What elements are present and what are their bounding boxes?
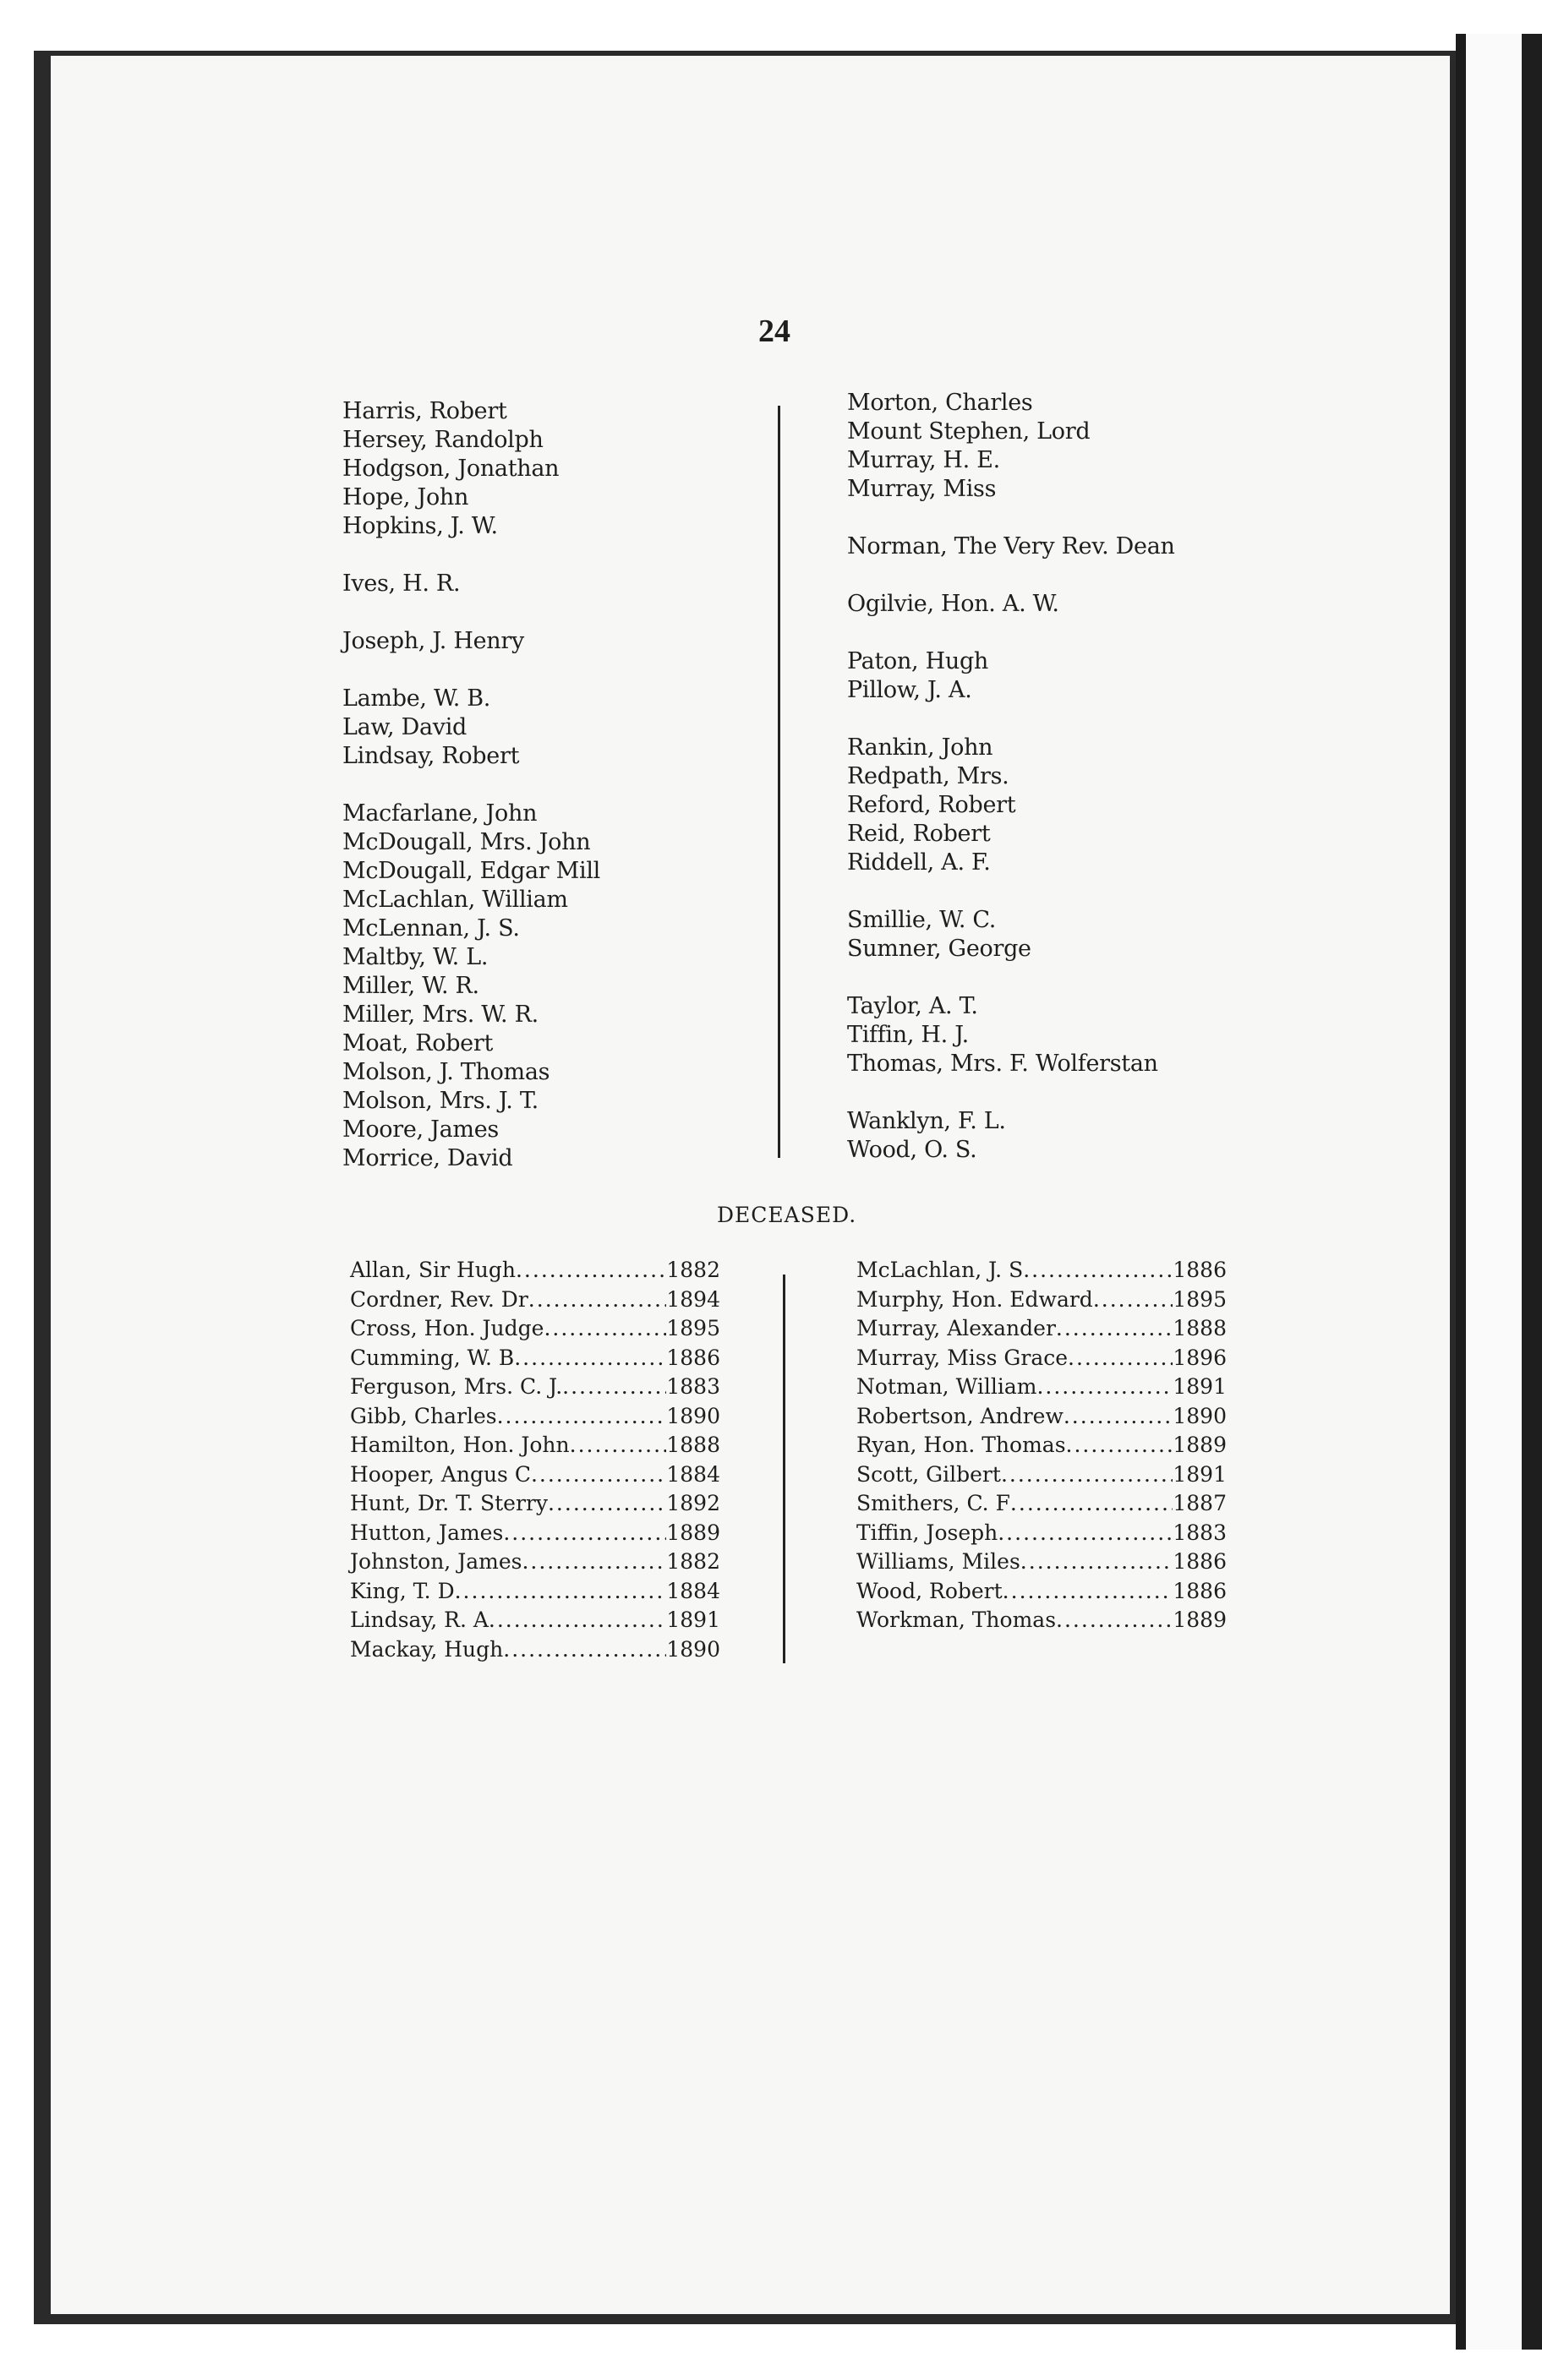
deceased-name: Tiffin, Joseph xyxy=(856,1520,998,1545)
dot-leader xyxy=(1056,1606,1173,1635)
dot-leader xyxy=(1093,1286,1173,1315)
deceased-entry xyxy=(350,1256,720,1286)
deceased-entry xyxy=(856,1431,1227,1460)
member-entry: Morrice, David xyxy=(342,1145,513,1171)
member-entry: Joseph, J. Henry xyxy=(342,628,524,654)
deceased-entry xyxy=(350,1635,720,1665)
deceased-entry xyxy=(350,1548,720,1577)
members-column-divider xyxy=(778,406,780,1158)
member-entry: Miller, W. R. xyxy=(342,973,479,999)
deceased-name: Cordner, Rev. Dr xyxy=(350,1286,528,1312)
deceased-name: Cumming, W. B xyxy=(350,1345,515,1370)
member-entry: McDougall, Mrs. John xyxy=(342,829,591,855)
deceased-name: Workman, Thomas xyxy=(856,1608,1057,1632)
deceased-name: Wood, Robert xyxy=(856,1578,1003,1603)
deceased-name: Williams, Miles xyxy=(856,1549,1020,1574)
deceased-year: 1896 xyxy=(1173,1345,1227,1370)
member-entry: Murray, H. E. xyxy=(847,447,1000,473)
member-entry: Hersey, Randolph xyxy=(342,427,544,453)
dot-leader xyxy=(489,1606,666,1635)
deceased-name: Johnston, James xyxy=(350,1549,522,1574)
deceased-name: Cross, Hon. Judge xyxy=(350,1316,544,1340)
member-entry: Ogilvie, Hon. A. W. xyxy=(847,591,1059,617)
member-entry: Smillie, W. C. xyxy=(847,907,997,933)
deceased-entry xyxy=(350,1286,720,1315)
member-entry: Riddell, A. F. xyxy=(847,849,991,876)
deceased-left-column xyxy=(350,1256,720,1664)
book-spine xyxy=(1456,34,1466,2350)
member-entry: Pillow, J. A. xyxy=(847,677,972,703)
deceased-entry xyxy=(856,1402,1227,1432)
deceased-name: Hutton, James xyxy=(350,1520,504,1545)
dot-leader xyxy=(1010,1489,1173,1519)
dot-leader xyxy=(528,1286,667,1315)
deceased-year: 1882 xyxy=(666,1549,720,1574)
deceased-year: 1891 xyxy=(1173,1374,1227,1399)
scan-right-edge xyxy=(1522,34,1542,2350)
member-entry: Paton, Hugh xyxy=(847,648,989,674)
dot-leader xyxy=(503,1635,666,1665)
deceased-entry xyxy=(856,1460,1227,1490)
member-entry: Reid, Robert xyxy=(847,821,991,847)
deceased-name: Robertson, Andrew xyxy=(856,1403,1064,1428)
deceased-entry xyxy=(350,1577,720,1607)
dot-leader xyxy=(522,1548,666,1577)
member-entry: Reford, Robert xyxy=(847,792,1016,818)
deceased-entry xyxy=(856,1606,1227,1635)
deceased-entry xyxy=(350,1402,720,1432)
deceased-entry xyxy=(350,1460,720,1490)
deceased-name: Hunt, Dr. T. Sterry xyxy=(350,1491,548,1515)
members-right-column xyxy=(847,389,1175,1165)
deceased-year: 1890 xyxy=(1173,1403,1227,1428)
deceased-year: 1886 xyxy=(666,1345,720,1370)
dot-leader xyxy=(1001,1460,1173,1490)
deceased-entry xyxy=(856,1314,1227,1344)
deceased-name: Murray, Alexander xyxy=(856,1316,1056,1340)
deceased-name: Hooper, Angus C xyxy=(350,1461,531,1487)
dot-leader xyxy=(1056,1314,1173,1344)
member-entry: Rankin, John xyxy=(847,734,993,761)
member-entry: Lindsay, Robert xyxy=(342,743,520,769)
deceased-year: 1886 xyxy=(1173,1258,1227,1282)
member-entry: Mount Stephen, Lord xyxy=(847,418,1091,445)
deceased-year: 1884 xyxy=(666,1461,720,1487)
member-entry: Ives, H. R. xyxy=(342,570,461,597)
member-entry: Wood, O. S. xyxy=(847,1137,977,1163)
deceased-entry xyxy=(856,1548,1227,1577)
member-entry: Hope, John xyxy=(342,484,469,510)
dot-leader xyxy=(1036,1373,1173,1402)
deceased-entry xyxy=(856,1577,1227,1607)
deceased-name: Ryan, Hon. Thomas xyxy=(856,1433,1066,1457)
dot-leader xyxy=(455,1577,667,1607)
group-spacer xyxy=(847,705,1175,734)
group-spacer xyxy=(342,771,600,800)
member-entry: Wanklyn, F. L. xyxy=(847,1108,1006,1134)
dot-leader xyxy=(998,1519,1173,1548)
dot-leader xyxy=(544,1314,666,1344)
deceased-year: 1886 xyxy=(1173,1549,1227,1574)
group-spacer xyxy=(847,561,1175,590)
deceased-name: Lindsay, R. A xyxy=(350,1608,489,1632)
member-entry: Hopkins, J. W. xyxy=(342,513,498,539)
member-entry: Miller, Mrs. W. R. xyxy=(342,1002,539,1028)
deceased-year: 1894 xyxy=(666,1286,720,1312)
members-left-column xyxy=(342,397,600,1173)
dot-leader xyxy=(497,1402,667,1432)
deceased-entry xyxy=(856,1344,1227,1373)
deceased-year: 1883 xyxy=(666,1374,720,1399)
member-entry: McLennan, J. S. xyxy=(342,915,520,942)
deceased-year: 1890 xyxy=(666,1403,720,1428)
member-entry: Tiffin, H. J. xyxy=(847,1022,969,1048)
member-entry: McLachlan, William xyxy=(342,887,568,913)
dot-leader xyxy=(516,1256,666,1286)
deceased-name: Notman, William xyxy=(856,1374,1037,1399)
deceased-entry xyxy=(350,1344,720,1373)
deceased-entry xyxy=(350,1373,720,1402)
dot-leader xyxy=(1066,1431,1173,1460)
group-spacer xyxy=(342,656,600,685)
deceased-year: 1882 xyxy=(666,1258,720,1282)
deceased-name: Hamilton, Hon. John xyxy=(350,1433,570,1457)
member-entry: Norman, The Very Rev. Dean xyxy=(847,533,1175,560)
deceased-name: McLachlan, J. S xyxy=(856,1258,1024,1282)
member-entry: Lambe, W. B. xyxy=(342,685,491,712)
deceased-entry xyxy=(350,1606,720,1635)
deceased-name: King, T. D xyxy=(350,1578,455,1603)
member-entry: McDougall, Edgar Mill xyxy=(342,858,600,884)
page-number: 24 xyxy=(758,314,790,349)
deceased-year: 1889 xyxy=(1173,1608,1227,1632)
deceased-year: 1888 xyxy=(1173,1316,1227,1340)
dot-leader xyxy=(1064,1402,1173,1432)
deceased-column-divider xyxy=(783,1275,785,1663)
dot-leader xyxy=(1068,1344,1173,1373)
member-entry: Morton, Charles xyxy=(847,390,1033,416)
dot-leader xyxy=(562,1373,666,1402)
member-entry: Sumner, George xyxy=(847,936,1031,962)
deceased-year: 1890 xyxy=(666,1636,720,1662)
deceased-year: 1892 xyxy=(666,1491,720,1515)
deceased-entry xyxy=(856,1286,1227,1315)
deceased-entry xyxy=(856,1519,1227,1548)
deceased-name: Smithers, C. F xyxy=(856,1491,1010,1515)
deceased-year: 1883 xyxy=(1173,1520,1227,1545)
deceased-entry xyxy=(350,1519,720,1548)
deceased-name: Allan, Sir Hugh xyxy=(350,1258,516,1282)
deceased-name: Scott, Gilbert xyxy=(856,1461,1001,1487)
deceased-name: Murphy, Hon. Edward xyxy=(856,1286,1093,1312)
deceased-right-column xyxy=(856,1256,1227,1635)
deceased-name: Mackay, Hugh xyxy=(350,1636,504,1662)
group-spacer xyxy=(847,619,1175,647)
group-spacer xyxy=(342,541,600,570)
deceased-year: 1886 xyxy=(1173,1578,1227,1603)
member-entry: Redpath, Mrs. xyxy=(847,763,1009,789)
deceased-heading: DECEASED. xyxy=(717,1203,857,1227)
dot-leader xyxy=(514,1344,666,1373)
member-entry: Harris, Robert xyxy=(342,398,507,424)
group-spacer xyxy=(847,877,1175,906)
member-entry: Thomas, Mrs. F. Wolferstan xyxy=(847,1051,1158,1077)
deceased-name: Murray, Miss Grace xyxy=(856,1345,1069,1370)
member-entry: Maltby, W. L. xyxy=(342,944,489,970)
group-spacer xyxy=(847,963,1175,992)
deceased-year: 1888 xyxy=(666,1433,720,1457)
deceased-entry xyxy=(856,1489,1227,1519)
deceased-entry xyxy=(350,1431,720,1460)
member-entry: Molson, Mrs. J. T. xyxy=(342,1088,539,1114)
deceased-year: 1884 xyxy=(666,1578,720,1603)
deceased-year: 1891 xyxy=(1173,1461,1227,1487)
member-entry: Moat, Robert xyxy=(342,1030,494,1056)
dot-leader xyxy=(1023,1256,1173,1286)
book-page xyxy=(51,56,1450,2314)
deceased-year: 1891 xyxy=(666,1608,720,1632)
deceased-entry xyxy=(856,1373,1227,1402)
member-entry: Molson, J. Thomas xyxy=(342,1059,550,1085)
member-entry: Hodgson, Jonathan xyxy=(342,456,560,482)
group-spacer xyxy=(342,598,600,627)
deceased-year: 1887 xyxy=(1173,1491,1227,1515)
group-spacer xyxy=(847,504,1175,532)
dot-leader xyxy=(1020,1548,1173,1577)
deceased-entry xyxy=(856,1256,1227,1286)
member-entry: Macfarlane, John xyxy=(342,800,538,827)
deceased-name: Ferguson, Mrs. C. J. xyxy=(350,1374,563,1399)
deceased-entry xyxy=(350,1314,720,1344)
member-entry: Murray, Miss xyxy=(847,476,997,502)
member-entry: Moore, James xyxy=(342,1116,499,1143)
member-entry: Taylor, A. T. xyxy=(847,993,978,1019)
dot-leader xyxy=(570,1431,667,1460)
dot-leader xyxy=(503,1519,666,1548)
dot-leader xyxy=(548,1489,666,1519)
deceased-year: 1889 xyxy=(666,1520,720,1545)
deceased-name: Gibb, Charles xyxy=(350,1403,497,1428)
deceased-year: 1889 xyxy=(1173,1433,1227,1457)
deceased-entry xyxy=(350,1489,720,1519)
dot-leader xyxy=(1003,1577,1173,1607)
dot-leader xyxy=(531,1460,666,1490)
deceased-year: 1895 xyxy=(1173,1286,1227,1312)
deceased-year: 1895 xyxy=(666,1316,720,1340)
member-entry: Law, David xyxy=(342,714,468,740)
group-spacer xyxy=(847,1078,1175,1107)
